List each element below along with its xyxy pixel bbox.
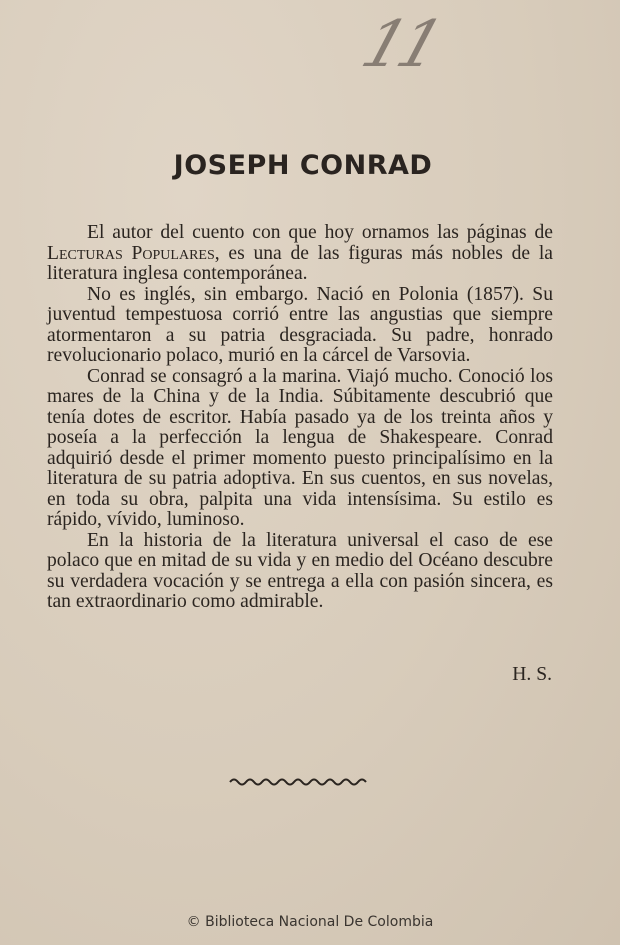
article-title: JOSEPH CONRAD	[173, 150, 433, 181]
author-signature: H. S.	[512, 664, 552, 685]
paragraph-3: Conrad se consagró a la marina. Viajó mucho. Conoció los mares de la China y de la India. Súbitamente descubrió que tenía dotes de escritor. Había pasado ya de los treinta años y poseía a la perfección la lengua de Shakespeare. Conrad adquirió desde el primer momento puesto principalísimo en la literatura de su patria adoptiva. En sus cuentos, en sus novelas, en toda su obra, palpita una vida intensísima. Su estilo es rápido, vívido, luminoso.	[47, 365, 553, 530]
wavy-divider-ornament	[228, 776, 372, 788]
paragraph-1-lead: El autor del cuento con que hoy ornamos las páginas de	[87, 222, 553, 243]
paragraph-1-rest: , es una de las figuras más nobles de la literatura inglesa contemporánea.	[47, 242, 553, 284]
handwritten-page-number: 11	[352, 8, 447, 82]
paragraph-4: En la historia de la literatura universal el caso de ese polaco que en mitad de su vida y en medio del Océano descubre su verdadera vocación y se entrega a ella con pasión sincera, es tan extraordinario como admirable.	[47, 529, 553, 612]
paragraph-2: No es inglés, sin embargo. Nació en Polonia (1857). Su juventud tempestuosa corrió entre las angustias que siempre atormentaron a su patria desgraciada. Su padre, honrado revolucionario polaco, murió en la cárcel de Varsovia.	[47, 283, 553, 366]
magazine-name: Lecturas Populares	[47, 242, 215, 264]
article-body	[47, 223, 553, 613]
library-credit: © Biblioteca Nacional De Colombia	[186, 914, 434, 930]
paragraph-1	[47, 223, 553, 285]
